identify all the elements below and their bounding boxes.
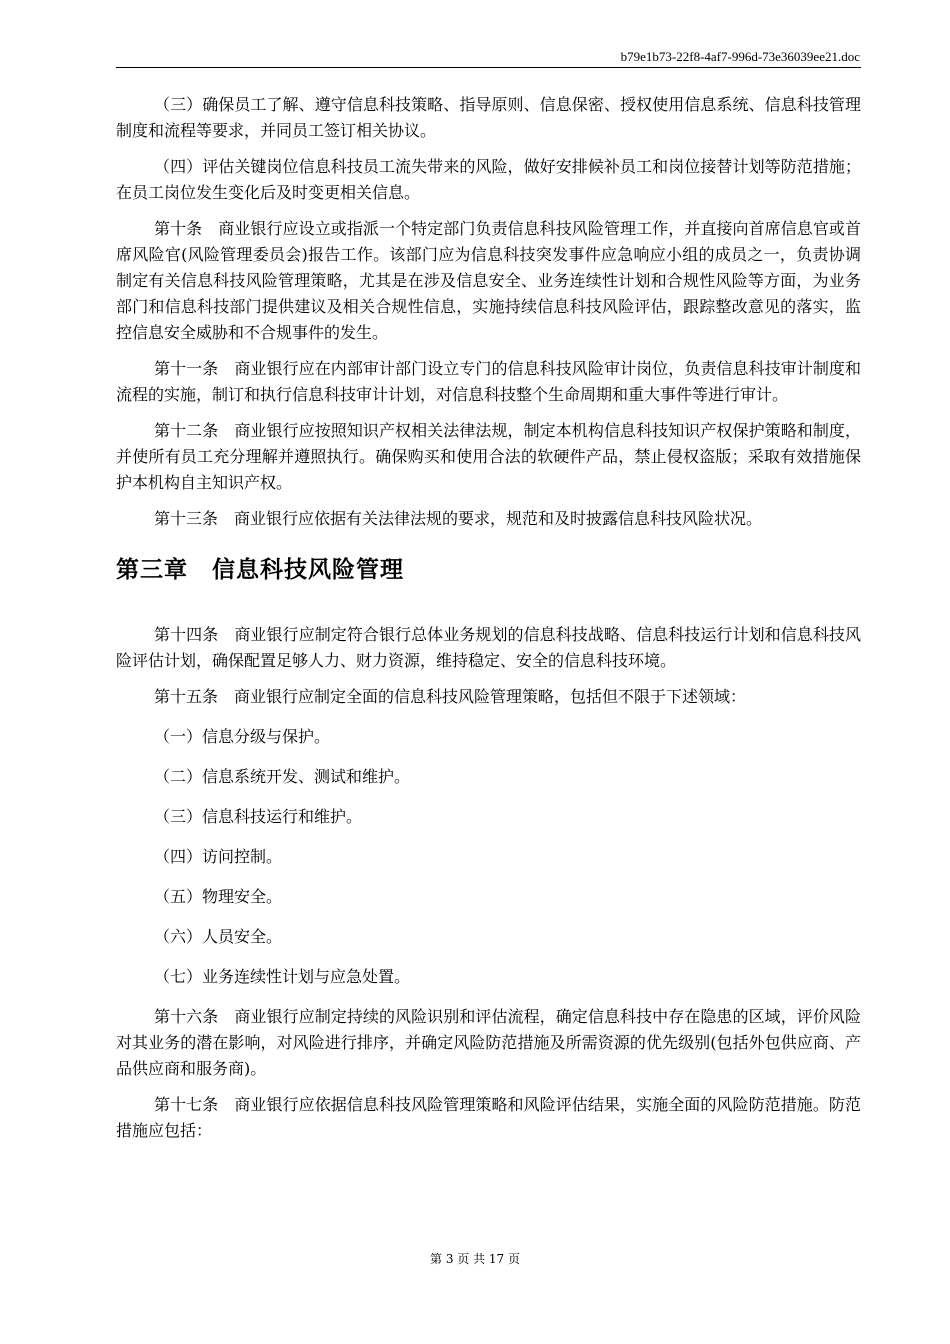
article-16: 第十六条 商业银行应制定持续的风险识别和评估流程，确定信息科技中存在隐患的区域，评价风险对其业务的潜在影响，对风险进行排序，并确定风险防范措施及所需资源的优先级别(包括外包供应商、产品供应商和服务商)。: [116, 1007, 861, 1078]
list-item: （三）信息科技运行和维护。: [154, 807, 363, 826]
article-14: 第十四条 商业银行应制定符合银行总体业务规划的信息科技战略、信息科技运行计划和信息科技风险评估计划，确保配置足够人力、财力资源，维持稳定、安全的信息科技环境。: [116, 625, 861, 670]
list-item: （六）人员安全。: [154, 927, 283, 946]
article-12: 第十二条 商业银行应按照知识产权相关法律法规，制定本机构信息科技知识产权保护策略和制度，并使所有员工充分理解并遵照执行。确保购买和使用合法的软硬件产品，禁止侵权盗版；采取有效措施保护本机构自主知识产权。: [116, 421, 861, 492]
chapter-heading: 第三章 信息科技风险管理: [116, 557, 404, 583]
document-body: [116, 92, 861, 1154]
header-divider: [116, 67, 861, 68]
article-10: 第十条 商业银行应设立或指派一个特定部门负责信息科技风险管理工作，并直接向首席信息官或首席风险官(风险管理委员会)报告工作。该部门应为信息科技突发事件应急响应小组的成员之一，负责协调制定有关信息科技风险管理策略，尤其是在涉及信息安全、业务连续性计划和合规性风险等方面，为业务部门和信息科技部门提供建议及相关合规性信息，实施持续信息科技风险评估，跟踪整改意见的落实，监控信息安全威胁和不合规事件的发生。: [116, 219, 861, 342]
article-11: 第十一条 商业银行应在内部审计部门设立专门的信息科技风险审计岗位，负责信息科技审计制度和流程的实施，制订和执行信息科技审计计划，对信息科技整个生命周期和重大事件等进行审计。: [116, 359, 861, 404]
paragraph-item-4: （四）评估关键岗位信息科技员工流失带来的风险，做好安排候补员工和岗位接替计划等防范措施；在员工岗位发生变化后及时变更相关信息。: [116, 157, 861, 202]
article-15: 第十五条 商业银行应制定全面的信息科技风险管理策略，包括但不限于下述领域：: [154, 687, 747, 706]
article-17: 第十七条 商业银行应依据信息科技风险管理策略和风险评估结果，实施全面的风险防范措施。防范措施应包括：: [116, 1095, 861, 1140]
article-13: 第十三条 商业银行应依据有关法律法规的要求，规范和及时披露信息科技风险状况。: [154, 509, 763, 528]
paragraph-item-3: （三）确保员工了解、遵守信息科技策略、指导原则、信息保密、授权使用信息系统、信息科技管理制度和流程等要求，并同员工签订相关协议。: [116, 95, 861, 140]
page-number: 第 3 页 共 17 页: [430, 1252, 520, 1266]
list-item: （二）信息系统开发、测试和维护。: [154, 767, 411, 786]
list-item: （一）信息分级与保护。: [154, 727, 331, 746]
list-item: （七）业务连续性计划与应急处置。: [154, 967, 411, 986]
list-item: （四）访问控制。: [154, 847, 283, 866]
document-filename: b79e1b73-22f8-4af7-996d-73e36039ee21.doc: [620, 49, 860, 64]
list-item: （五）物理安全。: [154, 887, 283, 906]
